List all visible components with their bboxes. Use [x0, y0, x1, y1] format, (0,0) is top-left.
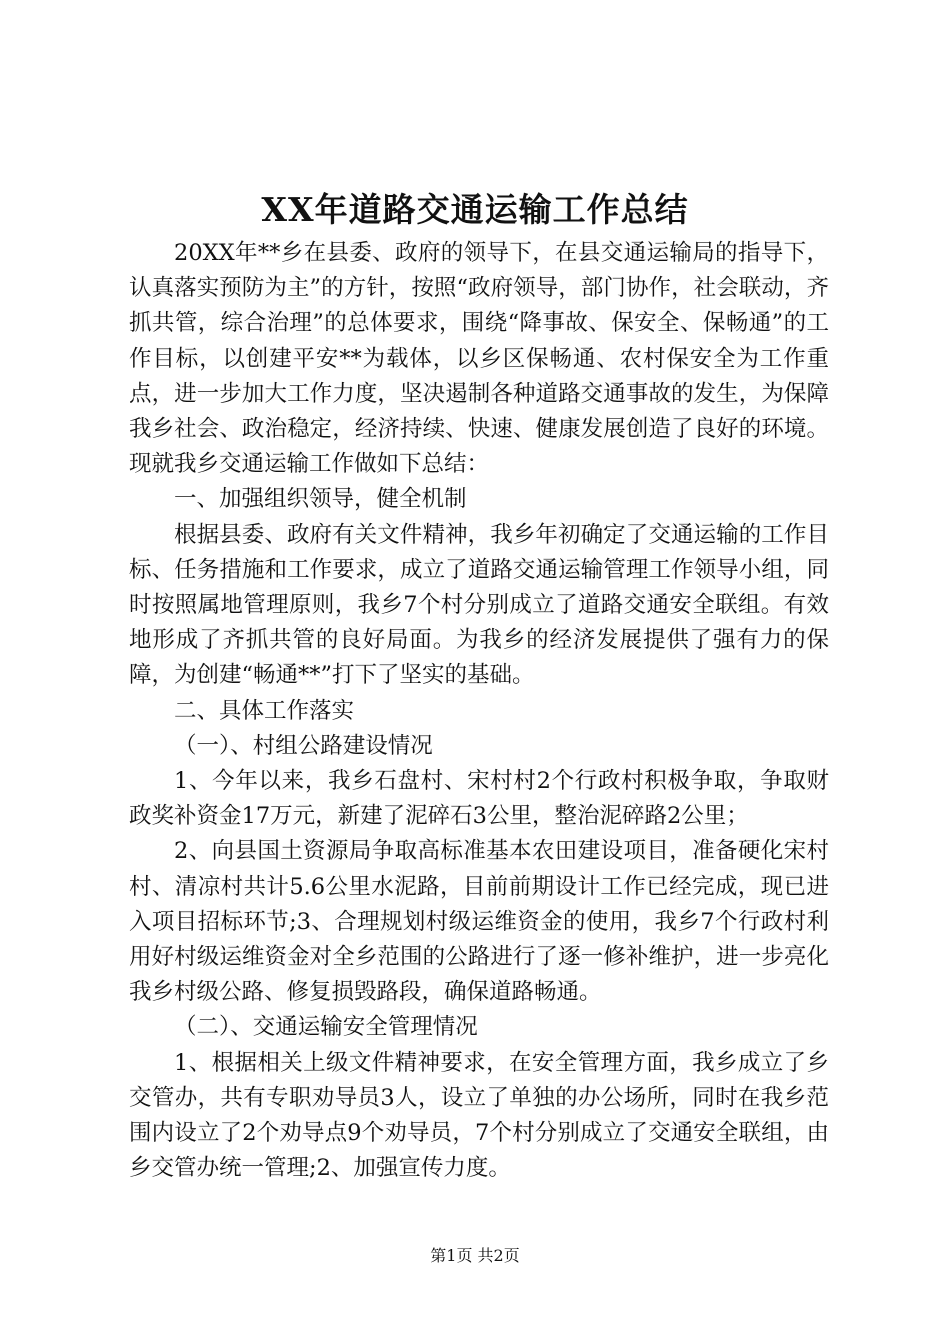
paragraph-section-1: 根据县委、政府有关文件精神，我乡年初确定了交通运输的工作目标、任务措施和工作要求，成立了道路交通运输管理工作领导小组，同时按照属地管理原则，我乡7个村分别成立了道路交通安全联组。有效地形成了齐抓共管的良好局面。为我乡的经济发展提供了强有力的保障，为创建“畅通**”打下了坚实的基础。: [129, 521, 829, 689]
section-heading-2: 二、具体工作落实: [174, 697, 355, 724]
page-footer: 第1页 共2页: [430, 1246, 520, 1265]
section-heading-1: 一、加强组织领导，健全机制: [174, 486, 467, 513]
paragraph-intro: 20XX年**乡在县委、政府的领导下，在县交通运输局的指导下，认真落实预防为主”的方针，按照“政府领导，部门协作，社会联动，齐抓共管，综合治理”的总体要求，围绕“降事故、保安全、保畅通”的工作目标，以创建平安**为载体，以乡区保畅通、农村保安全为工作重点，进一步加大工作力度，坚决遏制各种道路交通事故的发生，为保障我乡社会、政治稳定，经济持续、快速、健康发展创造了良好的环境。现就我乡交通运输工作做如下总结：: [129, 240, 829, 478]
paragraph-item-2: 2、向县国土资源局争取高标准基本农田建设项目，准备硬化宋村村、清凉村共计5.6公里水泥路，目前前期设计工作已经完成，现已进入项目招标环节;3、合理规划村级运维资金的使用，我乡7个行政村利用好村级运维资金对全乡范围的公路进行了逐一修补维护，进一步亮化我乡村级公路、修复损毁路段，确保道路畅通。: [129, 838, 829, 1006]
subsection-heading-2: （二）、交通运输安全管理情况: [174, 1014, 478, 1041]
paragraph-item-1: 1、今年以来，我乡石盘村、宋村村2个行政村积极争取，争取财政奖补资金17万元，新建了泥碎石3公里，整治泥碎路2公里；: [129, 768, 829, 830]
subsection-heading-1: （一）、村组公路建设情况: [174, 732, 433, 759]
document-title: XX年道路交通运输工作总结: [261, 190, 689, 229]
document-body: [129, 236, 829, 1186]
paragraph-item-3: 1、根据相关上级文件精神要求，在安全管理方面，我乡成立了乡交管办，共有专职劝导员3人，设立了单独的办公场所，同时在我乡范围内设立了2个劝导点9个劝导员，7个村分别成立了交通安全联组，由乡交管办统一管理;2、加强宣传力度。: [129, 1049, 829, 1182]
